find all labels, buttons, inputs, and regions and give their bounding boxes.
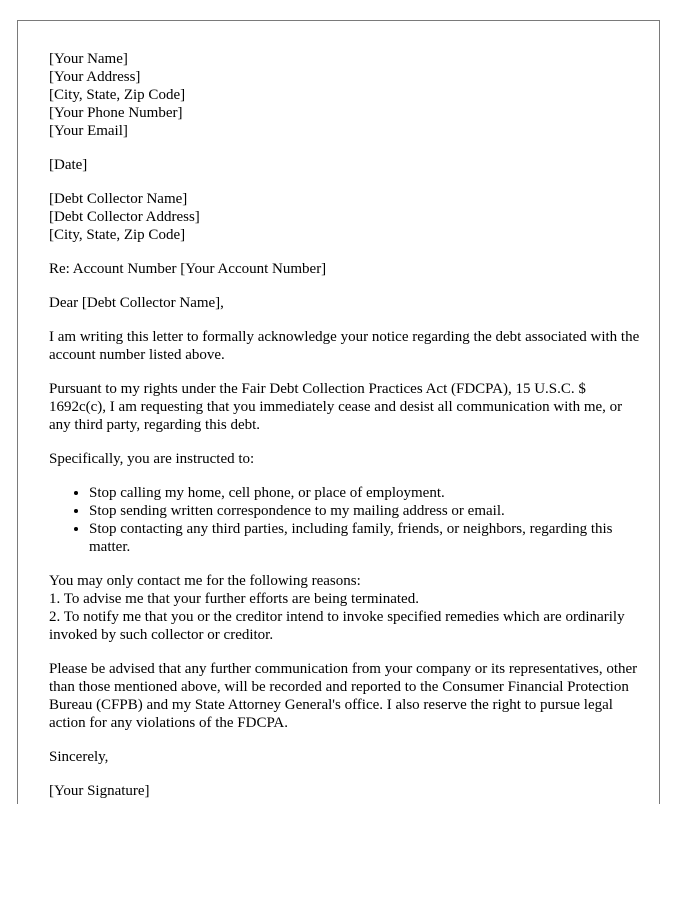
salutation: Dear [Debt Collector Name], (49, 295, 224, 311)
subject-line: Re: Account Number [Your Account Number] (49, 261, 327, 277)
sender-phone: [Your Phone Number] (49, 105, 183, 121)
signature: [Your Signature] (49, 783, 150, 799)
sender-city-state-zip: [City, State, Zip Code] (49, 87, 186, 103)
intro-paragraph: I am writing this letter to formally acknowledge your notice regarding the debt associated with the account number listed above. (49, 329, 640, 363)
list-item: • Stop contacting any third parties, including family, friends, or neighbors, regarding this matter. (89, 520, 645, 556)
list-item: • Stop calling my home, cell phone, or place of employment. (89, 484, 645, 502)
letter-page (17, 20, 660, 804)
closing: Sincerely, (49, 749, 109, 765)
recipient-block (49, 190, 645, 244)
sender-address: [Your Address] (49, 69, 141, 85)
reasons-intro: You may only contact me for the following reasons: (49, 573, 361, 589)
recipient-name: [Debt Collector Name] (49, 191, 188, 207)
warning-paragraph: Please be advised that any further communication from your company or its representatives, other than those mentioned above, will be recorded and reported to the Consumer Financial Protection Bureau (CFPB) and my State Attorney General's office. I also reserve the right to pursue legal action for any violations of the FDCPA. (49, 661, 638, 731)
recipient-city-state-zip: [City, State, Zip Code] (49, 227, 186, 243)
letter-date: [Date] (49, 157, 88, 173)
request-paragraph: Pursuant to my rights under the Fair Debt Collection Practices Act (FDCPA), 15 U.S.C. $ 1692c(c), I am requesting that you immediately cease and desist all communication with me, or any third party, regarding this debt. (49, 381, 623, 433)
sender-name: [Your Name] (49, 51, 128, 67)
reason-item: 2. To notify me that you or the creditor intend to invoke specified remedies which are ordinarily invoked by such collector or creditor. (49, 609, 625, 643)
instructions-intro: Specifically, you are instructed to: (49, 451, 255, 467)
sender-block (49, 50, 645, 140)
instructions-list (49, 484, 645, 556)
recipient-address: [Debt Collector Address] (49, 209, 200, 225)
sender-email: [Your Email] (49, 123, 128, 139)
reasons-block (49, 572, 645, 644)
list-item: • Stop sending written correspondence to my mailing address or email. (89, 502, 645, 520)
reason-item: 1. To advise me that your further efforts are being terminated. (49, 591, 419, 607)
